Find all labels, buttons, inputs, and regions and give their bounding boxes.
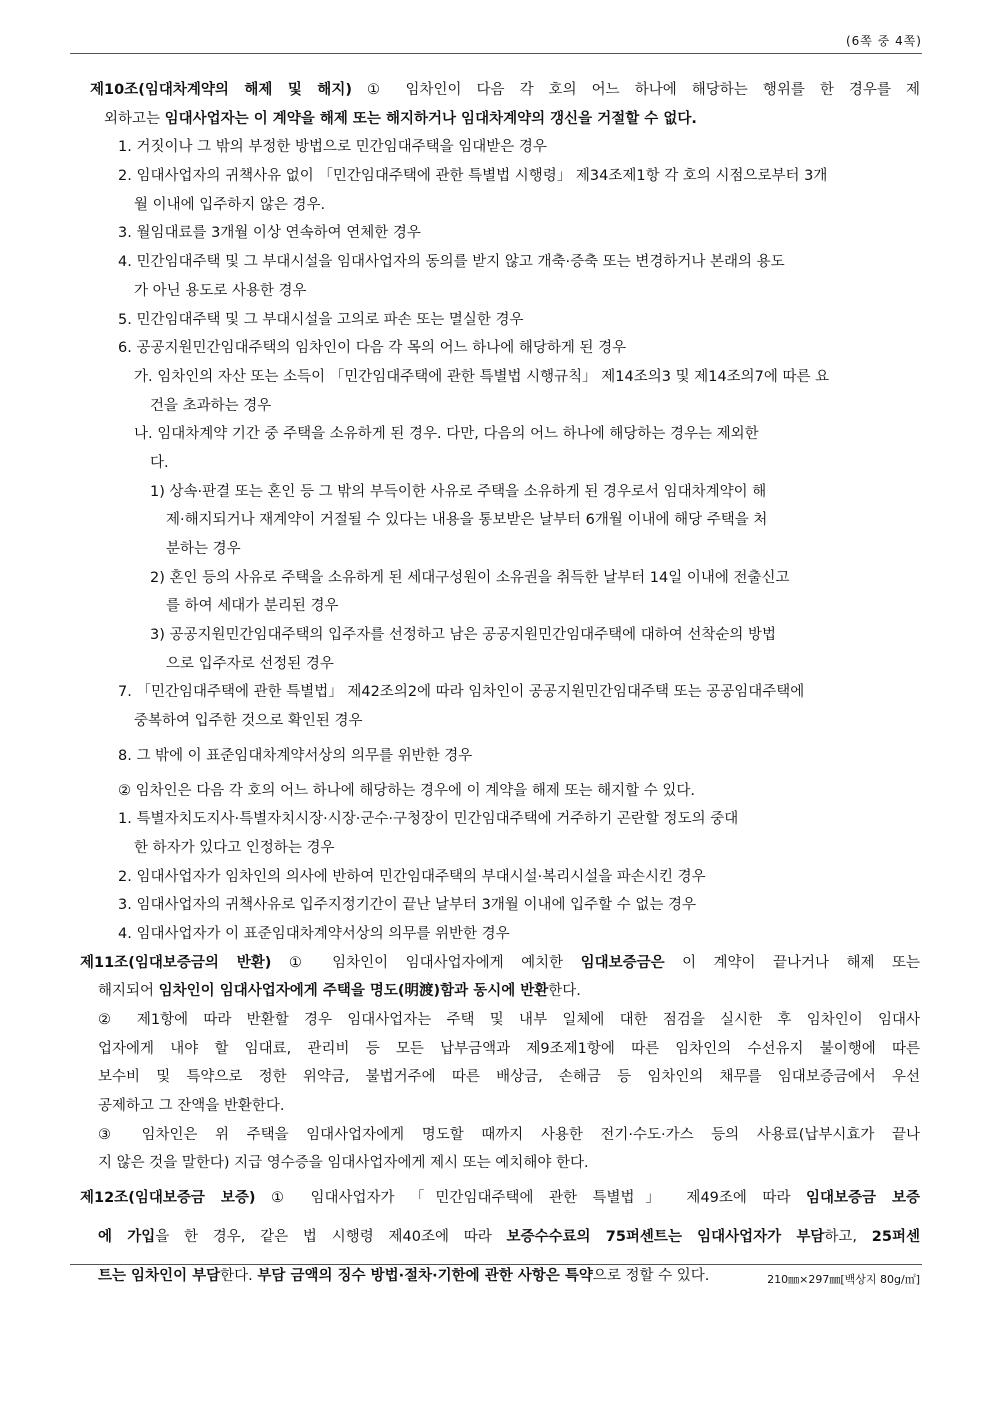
- clause-10-2-item-3: 3. 임대사업자의 귀책사유로 입주지정기간이 끝난 날부터 3개월 이내에 입주할 수 없는 경우: [118, 897, 697, 914]
- clause-10-1-item-6-na-sub-1: 1) 상속·판결 또는 혼인 등 그 밖의 부득이한 사유로 주택을 소유하게 된 경우로서 임대차계약이 해: [150, 483, 767, 500]
- clause-10-1-item-3: 3. 월임대료를 3개월 이상 연속하여 연체한 경우: [118, 225, 421, 242]
- clause-10-1-item-6-ga: 가. 임차인의 자산 또는 소득이 「민간임대주택에 관한 특별법 시행규칙」 제14조의3 및 제14조의7에 따른 요: [134, 368, 830, 385]
- article-10-title: 제10조(임대차계약의 해제 및 해지): [90, 82, 352, 98]
- bottom-rule: [70, 1264, 922, 1265]
- clause-11-2-line-4: 공제하고 그 잔액을 반환한다.: [98, 1098, 285, 1115]
- clause-10-1-item-6-na-sub-3: 3) 공공지원민간임대주택의 입주자를 선정하고 남은 공공지원민간임대주택에 대하여 선착순의 방법: [150, 627, 777, 644]
- article-11-line-1: 제11조(임대보증금의 반환) ① 임차인이 임대사업자에게 예치한 임대보증금은 이 계약이 끝나거나 해제 또는: [80, 954, 920, 971]
- clause-10-1-item-7: 7. 「민간임대주택에 관한 특별법」 제42조의2에 따라 임차인이 공공지원민간임대주택 또는 공공임대주택에: [118, 684, 805, 701]
- clause-10-1-item-1: 1. 거짓이나 그 밖의 부정한 방법으로 민간임대주택을 임대받은 경우: [118, 139, 547, 156]
- article-12-line-3: 트는 임차인이 부담한다. 부담 금액의 징수 방법·절차·기한에 관한 사항은 특약으로 정할 수 있다.: [98, 1267, 710, 1284]
- clause-11-2-line-2: 업자에게 내야 할 임대료, 관리비 등 모든 납부금액과 제9조제1항에 따른 임차인의 수선유지 불이행에 따른: [98, 1040, 920, 1057]
- clause-10-1-item-2: 2. 임대사업자의 귀책사유 없이 「민간임대주택에 관한 특별법 시행령」 제34조제1항 각 호의 시점으로부터 3개: [118, 168, 828, 185]
- paper-spec-footer: 210㎜×297㎜[백상지 80g/㎡]: [767, 1273, 920, 1286]
- clause-11-3-line-2: 지 않은 것을 말한다) 지급 영수증을 임대사업자에게 제시 또는 예치해야 한다.: [98, 1155, 589, 1172]
- clause-10-1-item-6: 6. 공공지원민간임대주택의 임차인이 다음 각 목의 어느 하나에 해당하게 된 경우: [118, 340, 627, 357]
- document-body: [80, 76, 920, 1290]
- top-rule: [70, 53, 922, 54]
- clause-10-1-item-8: 8. 그 밖에 이 표준임대차계약서상의 의무를 위반한 경우: [118, 747, 473, 764]
- article-12-title: 제12조(임대보증금 보증): [80, 1190, 256, 1207]
- clause-10-1-item-6-na-sub-2: 2) 혼인 등의 사유로 주택을 소유하게 된 세대구성원이 소유권을 취득한 날부터 14일 이내에 전출신고: [150, 569, 790, 586]
- clause-10-2-item-1-cont: 한 하자가 있다고 인정하는 경우: [134, 839, 335, 856]
- clause-10-1-item-6-na-sub-3-cont: 으로 입주자로 선정된 경우: [166, 655, 334, 672]
- clause-10-2-item-2: 2. 임대사업자가 임차인의 의사에 반하여 민간임대주택의 부대시설·복리시설을 파손시킨 경우: [118, 868, 706, 885]
- clause-10-1-item-5: 5. 민간임대주택 및 그 부대시설을 고의로 파손 또는 멸실한 경우: [118, 311, 524, 328]
- clause-10-1-item-6-na: 나. 임대차계약 기간 중 주택을 소유하게 된 경우. 다만, 다음의 어느 하나에 해당하는 경우는 제외한: [134, 426, 759, 443]
- clause-10-1-item-4-cont: 가 아닌 용도로 사용한 경우: [134, 282, 307, 299]
- clause-11-3-line-1: ③ 임차인은 위 주택을 임대사업자에게 명도할 때까지 사용한 전기·수도·가스 등의 사용료(납부시효가 끝나: [98, 1126, 920, 1143]
- clause-10-1-item-6-na-cont: 다.: [150, 454, 169, 471]
- article-11-title: 제11조(임대보증금의 반환): [80, 954, 272, 971]
- clause-10-1-item-6-na-sub-1-cont: 제·해지되거나 재계약이 거절될 수 있다는 내용을 통보받은 날부터 6개월 이내에 해당 주택을 처: [166, 512, 768, 529]
- clause-10-1-item-6-ga-cont: 건을 초과하는 경우: [150, 397, 272, 414]
- article-11: [80, 949, 920, 1179]
- clause-10-1-item-7-cont: 중복하여 입주한 것으로 확인된 경우: [134, 713, 363, 730]
- clause-11-2-line-1: ② 제1항에 따라 반환할 경우 임대사업자는 주택 및 내부 일체에 대한 점검을 실시한 후 임차인이 임대사: [98, 1012, 920, 1028]
- clause-11-2-line-3: 보수비 및 특약으로 정한 위약금, 불법거주에 따른 배상금, 손해금 등 임차인의 채무를 임대보증금에서 우선: [98, 1069, 920, 1086]
- article-10-intro-line-1: 제10조(임대차계약의 해제 및 해지) ① 임차인이 다음 각 호의 어느 하나에 해당하는 행위를 한 경우를 제: [90, 82, 920, 98]
- article-12-line-2: 에 가입을 한 경우, 같은 법 시행령 제40조에 따라 보증수수료의 75퍼센트는 임대사업자가 부담하고, 25퍼센: [98, 1228, 920, 1245]
- article-12-line-1: 제12조(임대보증금 보증) ① 임대사업자가 「민간임대주택에 관한 특별법」 제49조에 따라 임대보증금 보증: [80, 1190, 920, 1207]
- clause-10-1-item-2-cont: 월 이내에 입주하지 않은 경우.: [134, 196, 326, 213]
- article-11-line-2: 해지되어 임차인이 임대사업자에게 주택을 명도(明渡)함과 동시에 반환한다.: [98, 983, 581, 1000]
- clause-10-1-item-6-na-sub-2-cont: 를 하여 세대가 분리된 경우: [166, 598, 339, 615]
- article-10: [90, 76, 920, 949]
- page-number: (6쪽 중 4쪽): [845, 34, 922, 48]
- clause-10-2-item-1: 1. 특별자치도지사·특별자치시장·시장·군수·구청장이 민간임대주택에 거주하기 곤란할 정도의 중대: [118, 811, 739, 828]
- clause-10-2: ② 임차인은 다음 각 호의 어느 하나에 해당하는 경우에 이 계약을 해제 또는 해지할 수 있다.: [118, 782, 695, 799]
- clause-10-1-item-6-na-sub-1-cont2: 분하는 경우: [166, 541, 241, 557]
- clause-10-2-item-4: 4. 임대사업자가 이 표준임대차계약서상의 의무를 위반한 경우: [118, 925, 510, 942]
- article-10-intro-line-2: 외하고는 임대사업자는 이 계약을 해제 또는 해지하거나 임대차계약의 갱신을 거절할 수 없다.: [104, 110, 697, 127]
- clause-10-1-item-4: 4. 민간임대주택 및 그 부대시설을 임대사업자의 동의를 받지 않고 개축·증축 또는 변경하거나 본래의 용도: [118, 254, 785, 271]
